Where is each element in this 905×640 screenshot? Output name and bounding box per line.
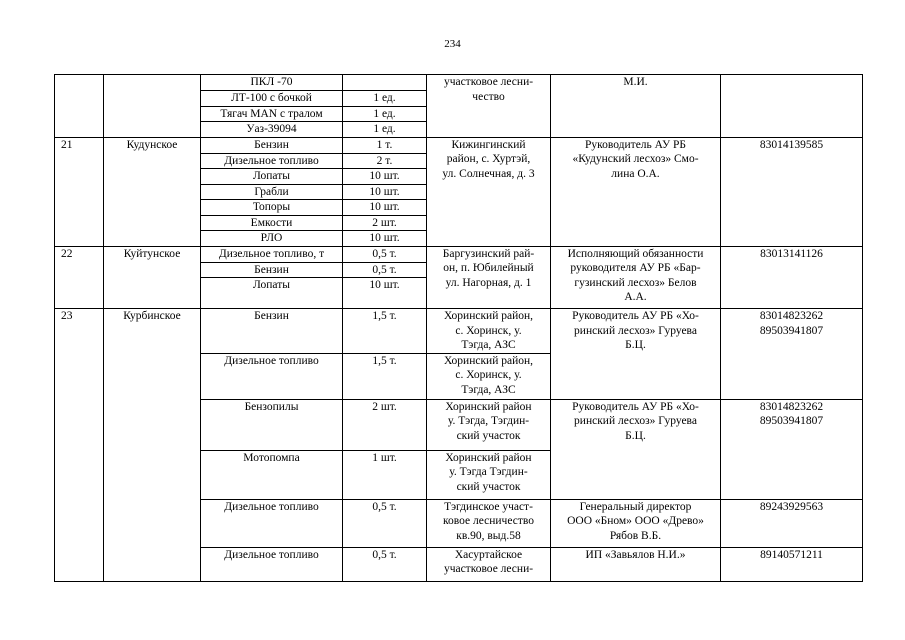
quantity-cell: 1 т. <box>343 137 427 153</box>
location-cell: Тэгдинское участ- ковое лесничество кв.90, выд.58 <box>427 499 551 547</box>
location-cell: Кижингинский район, с. Хуртэй, ул. Солнечная, д. 3 <box>427 137 551 246</box>
item-cell: Емкости <box>201 215 343 231</box>
phone-cell <box>721 75 863 138</box>
phone-cell: 83013141126 <box>721 246 863 309</box>
page-number: 234 <box>444 38 461 50</box>
quantity-cell: 10 шт. <box>343 184 427 200</box>
item-cell: Лопаты <box>201 169 343 185</box>
row-number-cell: 22 <box>55 246 104 309</box>
location-cell: Хоринский район, с. Хоринск, у. Тэгда, АЗС <box>427 309 551 354</box>
quantity-cell: 1 ед. <box>343 91 427 107</box>
forestry-name-cell <box>104 75 201 138</box>
location-cell: Хоринский район у. Тэгда Тэгдин- ский участок <box>427 450 551 499</box>
row-number-cell: 23 <box>55 309 104 582</box>
item-cell: Топоры <box>201 200 343 216</box>
responsible-cell: Руководитель АУ РБ «Хо- ринский лесхоз» Гуруева Б.Ц. <box>551 399 721 499</box>
location-cell: Хоринский район у. Тэгда, Тэгдин- ский участок <box>427 399 551 450</box>
row-number-cell: 21 <box>55 137 104 246</box>
item-cell: Дизельное топливо <box>201 153 343 169</box>
forestry-name-cell: Кудунское <box>104 137 201 246</box>
quantity-cell: 1,5 т. <box>343 309 427 354</box>
item-cell: Дизельное топливо, т <box>201 246 343 262</box>
quantity-cell: 0,5 т. <box>343 246 427 262</box>
responsible-cell: М.И. <box>551 75 721 138</box>
location-cell: Баргузинский рай- он, п. Юбилейный ул. Нагорная, д. 1 <box>427 246 551 309</box>
responsible-cell: Генеральный директор ООО «Бном» ООО «Древо» Рябов В.Б. <box>551 499 721 547</box>
item-cell: РЛО <box>201 231 343 247</box>
item-cell: Лопаты <box>201 278 343 309</box>
item-cell: Грабли <box>201 184 343 200</box>
phone-cell: 83014139585 <box>721 137 863 246</box>
item-cell: Тягач MAN с тралом <box>201 106 343 122</box>
responsible-cell: Руководитель АУ РБ «Хо- ринский лесхоз» Гуруева Б.Ц. <box>551 309 721 400</box>
quantity-cell: 2 т. <box>343 153 427 169</box>
item-cell: Дизельное топливо <box>201 547 343 581</box>
quantity-cell: 10 шт. <box>343 278 427 309</box>
quantity-cell: 2 шт. <box>343 399 427 450</box>
phone-cell: 83014823262 89503941807 <box>721 399 863 499</box>
quantity-cell <box>343 75 427 91</box>
forestry-name-cell: Куйтунское <box>104 246 201 309</box>
responsible-cell: Руководитель АУ РБ «Кудунский лесхоз» Смо- лина О.А. <box>551 137 721 246</box>
quantity-cell: 1,5 т. <box>343 353 427 399</box>
quantity-cell: 10 шт. <box>343 231 427 247</box>
quantity-cell: 0,5 т. <box>343 262 427 278</box>
item-cell: Бензин <box>201 137 343 153</box>
quantity-cell: 0,5 т. <box>343 499 427 547</box>
quantity-cell: 1 шт. <box>343 450 427 499</box>
resources-table <box>54 74 863 582</box>
item-cell: Бензин <box>201 309 343 354</box>
responsible-cell: Исполняющий обязанности руководителя АУ РБ «Бар- гузинский лесхоз» Белов А.А. <box>551 246 721 309</box>
forestry-name-cell: Курбинское <box>104 309 201 582</box>
location-cell: Хоринский район, с. Хоринск, у. Тэгда, АЗС <box>427 353 551 399</box>
phone-cell: 89243929563 <box>721 499 863 547</box>
item-cell: ЛТ-100 с бочкой <box>201 91 343 107</box>
phone-cell: 89140571211 <box>721 547 863 581</box>
item-cell: Бензин <box>201 262 343 278</box>
quantity-cell: 1 ед. <box>343 122 427 138</box>
responsible-cell: ИП «Завьялов Н.И.» <box>551 547 721 581</box>
item-cell: Мотопомпа <box>201 450 343 499</box>
quantity-cell: 1 ед. <box>343 106 427 122</box>
item-cell: Уаз-39094 <box>201 122 343 138</box>
phone-cell: 83014823262 89503941807 <box>721 309 863 400</box>
quantity-cell: 0,5 т. <box>343 547 427 581</box>
item-cell: Бензопилы <box>201 399 343 450</box>
item-cell: Дизельное топливо <box>201 353 343 399</box>
quantity-cell: 2 шт. <box>343 215 427 231</box>
quantity-cell: 10 шт. <box>343 200 427 216</box>
item-cell: Дизельное топливо <box>201 499 343 547</box>
location-cell: участковое лесни- чество <box>427 75 551 138</box>
quantity-cell: 10 шт. <box>343 169 427 185</box>
location-cell: Хасуртайское участковое лесни- <box>427 547 551 581</box>
row-number-cell <box>55 75 104 138</box>
item-cell: ПКЛ -70 <box>201 75 343 91</box>
